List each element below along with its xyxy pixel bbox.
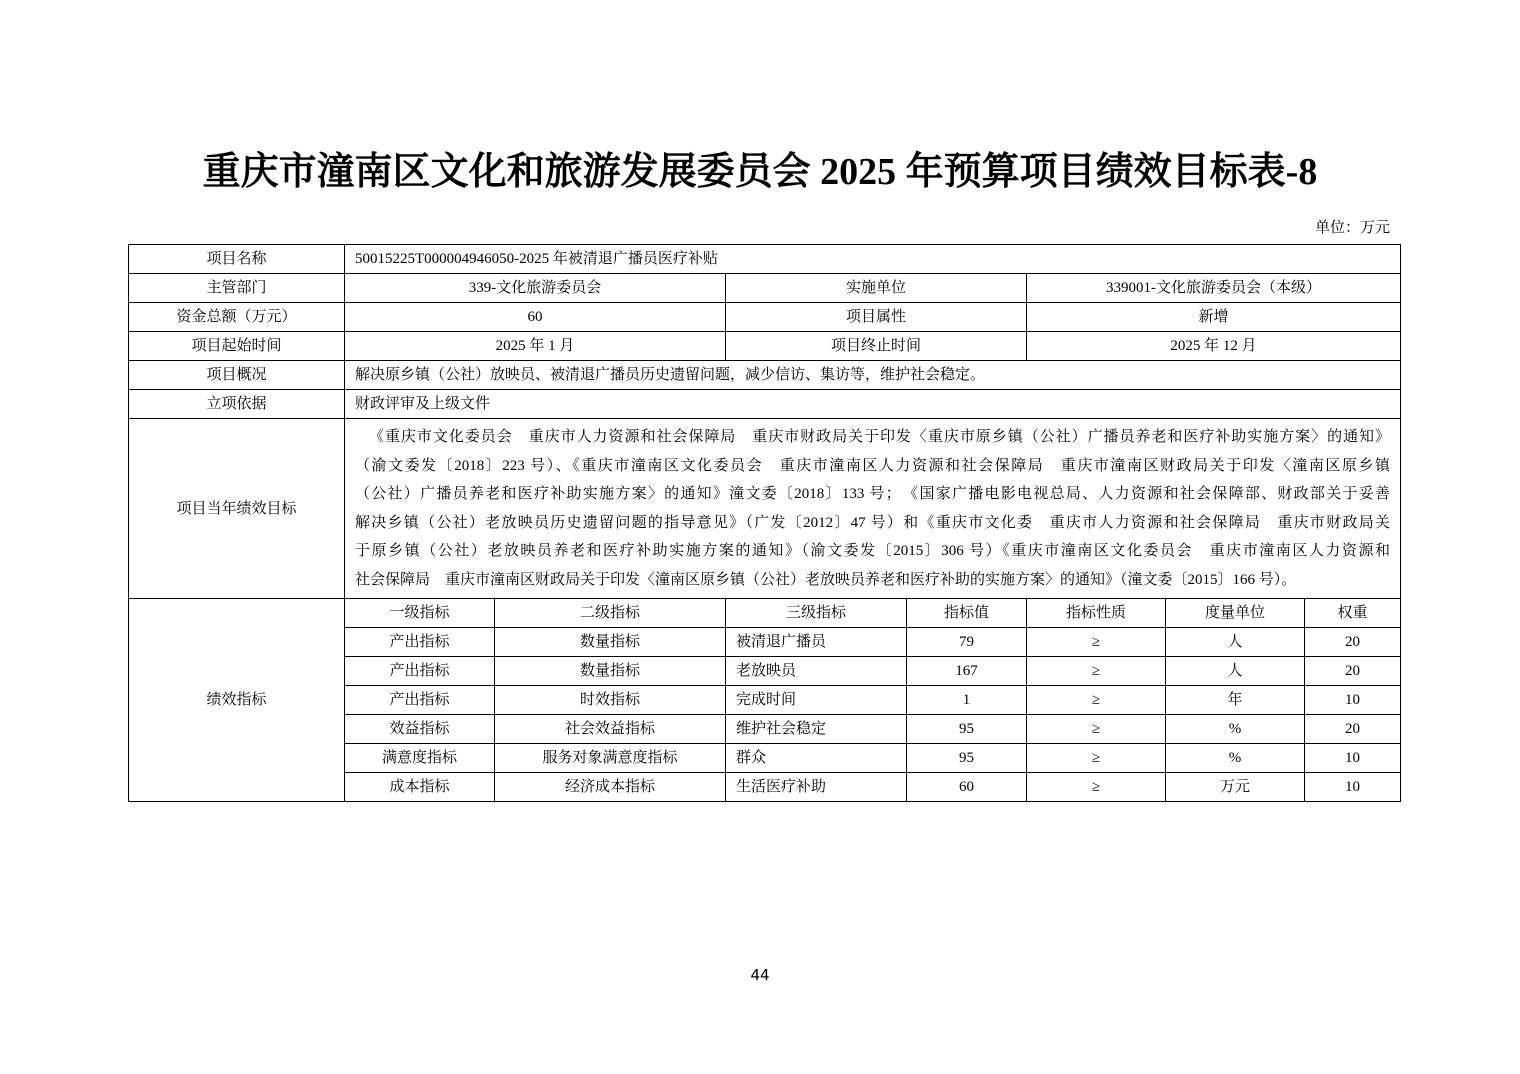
weight-cell: 10: [1305, 744, 1401, 773]
weight-cell: 20: [1305, 628, 1401, 657]
annual-goal-value: [345, 419, 1401, 599]
header-weight: 权重: [1305, 599, 1401, 628]
weight-cell: 10: [1305, 686, 1401, 715]
nature-cell: ≥: [1027, 715, 1166, 744]
start-time-label: 项目起始时间: [129, 332, 345, 361]
level3-cell: 维护社会稳定: [726, 715, 907, 744]
page-title: 重庆市潼南区文化和旅游发展委员会 2025 年预算项目绩效目标表-8: [202, 151, 1318, 193]
nature-cell: ≥: [1027, 686, 1166, 715]
header-nature: 指标性质: [1027, 599, 1166, 628]
annual-goal-label: 项目当年绩效目标: [129, 419, 345, 599]
value-cell: 60: [907, 773, 1027, 802]
goal-line: 《重庆市文化委员会 重庆市人力资源和社会保障局 重庆市财政局关于印发〈重庆市原乡镇（公社）广播员养老和医疗补助实施方案〉的通知》: [369, 429, 1391, 445]
level1-cell: 效益指标: [345, 715, 495, 744]
header-value: 指标值: [907, 599, 1027, 628]
value-cell: 95: [907, 744, 1027, 773]
nature-cell: ≥: [1027, 744, 1166, 773]
level2-cell: 数量指标: [495, 628, 726, 657]
header-unit: 度量单位: [1166, 599, 1305, 628]
funds-value: 60: [345, 303, 726, 332]
unit-cell: %: [1166, 744, 1305, 773]
indicator-header-row: [129, 599, 1401, 628]
level2-cell: 经济成本指标: [495, 773, 726, 802]
performance-target-table: [128, 244, 1401, 802]
value-cell: 79: [907, 628, 1027, 657]
level2-cell: 社会效益指标: [495, 715, 726, 744]
funds-label: 资金总额（万元）: [129, 303, 345, 332]
project-attribute-label: 项目属性: [726, 303, 1027, 332]
implementing-unit-value: 339001-文化旅游委员会（本级）: [1027, 274, 1401, 303]
unit-cell: 人: [1166, 657, 1305, 686]
row-department: [129, 274, 1401, 303]
header-level1: 一级指标: [345, 599, 495, 628]
indicators-label: 绩效指标: [129, 599, 345, 802]
end-time-label: 项目终止时间: [726, 332, 1027, 361]
level3-cell: 老放映员: [726, 657, 907, 686]
overview-value: 解决原乡镇（公社）放映员、被清退广播员历史遗留问题，减少信访、集访等，维护社会稳定。: [345, 361, 1401, 390]
header-level3: 三级指标: [726, 599, 907, 628]
level1-cell: 产出指标: [345, 686, 495, 715]
project-name-value: 50015225T000004946050-2025 年被清退广播员医疗补贴: [345, 245, 1401, 274]
value-cell: 1: [907, 686, 1027, 715]
level3-cell: 被清退广播员: [726, 628, 907, 657]
basis-value: 财政评审及上级文件: [345, 390, 1401, 419]
header-level2: 二级指标: [495, 599, 726, 628]
nature-cell: ≥: [1027, 628, 1166, 657]
level1-cell: 满意度指标: [345, 744, 495, 773]
basis-label: 立项依据: [129, 390, 345, 419]
level2-cell: 服务对象满意度指标: [495, 744, 726, 773]
weight-cell: 10: [1305, 773, 1401, 802]
weight-cell: 20: [1305, 657, 1401, 686]
project-name-label: 项目名称: [129, 245, 345, 274]
nature-cell: ≥: [1027, 657, 1166, 686]
level2-cell: 时效指标: [495, 686, 726, 715]
unit-cell: 年: [1166, 686, 1305, 715]
goal-line: （渝文委发〔2018〕223 号）、《重庆市潼南区文化委员会 重庆市潼南区人力资源和社会保障局 重庆市潼南区财政局关于印发〈潼南区原乡镇: [355, 457, 1391, 474]
weight-cell: 20: [1305, 715, 1401, 744]
overview-label: 项目概况: [129, 361, 345, 390]
goal-line: 解决乡镇（公社）老放映员历史遗留问题的指导意见》（广发〔2012〕47 号）和《重庆市文化委 重庆市人力资源和社会保障局 重庆市财政局关: [355, 514, 1391, 531]
unit-note: 单位：万元: [1314, 220, 1390, 236]
goal-line: 社会保障局 重庆市潼南区财政局关于印发〈潼南区原乡镇（公社）老放映员养老和医疗补助的实施方案〉的通知》（潼文委〔2015〕166 号）。: [355, 571, 1297, 588]
nature-cell: ≥: [1027, 773, 1166, 802]
unit-cell: %: [1166, 715, 1305, 744]
end-time-value: 2025 年 12 月: [1027, 332, 1401, 361]
level1-cell: 产出指标: [345, 628, 495, 657]
level3-cell: 完成时间: [726, 686, 907, 715]
implementing-unit-label: 实施单位: [726, 274, 1027, 303]
row-overview: [129, 361, 1401, 390]
row-basis: [129, 390, 1401, 419]
level2-cell: 数量指标: [495, 657, 726, 686]
project-attribute-value: 新增: [1027, 303, 1401, 332]
start-time-value: 2025 年 1 月: [345, 332, 726, 361]
level1-cell: 产出指标: [345, 657, 495, 686]
page-number: 44: [750, 966, 770, 984]
value-cell: 95: [907, 715, 1027, 744]
value-cell: 167: [907, 657, 1027, 686]
unit-cell: 人: [1166, 628, 1305, 657]
row-annual-goal: [129, 419, 1401, 599]
level3-cell: 群众: [726, 744, 907, 773]
unit-cell: 万元: [1166, 773, 1305, 802]
level3-cell: 生活医疗补助: [726, 773, 907, 802]
level1-cell: 成本指标: [345, 773, 495, 802]
row-project-name: [129, 245, 1401, 274]
department-label: 主管部门: [129, 274, 345, 303]
department-value: 339-文化旅游委员会: [345, 274, 726, 303]
goal-line: 于原乡镇（公社）老放映员养老和医疗补助实施方案的通知》（渝文委发〔2015〕306 号）《重庆市潼南区文化委员会 重庆市潼南区人力资源和: [355, 543, 1391, 559]
row-period: [129, 332, 1401, 361]
row-funds: [129, 303, 1401, 332]
goal-line: （公社）广播员养老和医疗补助实施方案〉的通知》潼文委〔2018〕133 号； 《国家广播电影电视总局、人力资源和社会保障部、财政部关于妥善: [355, 486, 1391, 502]
